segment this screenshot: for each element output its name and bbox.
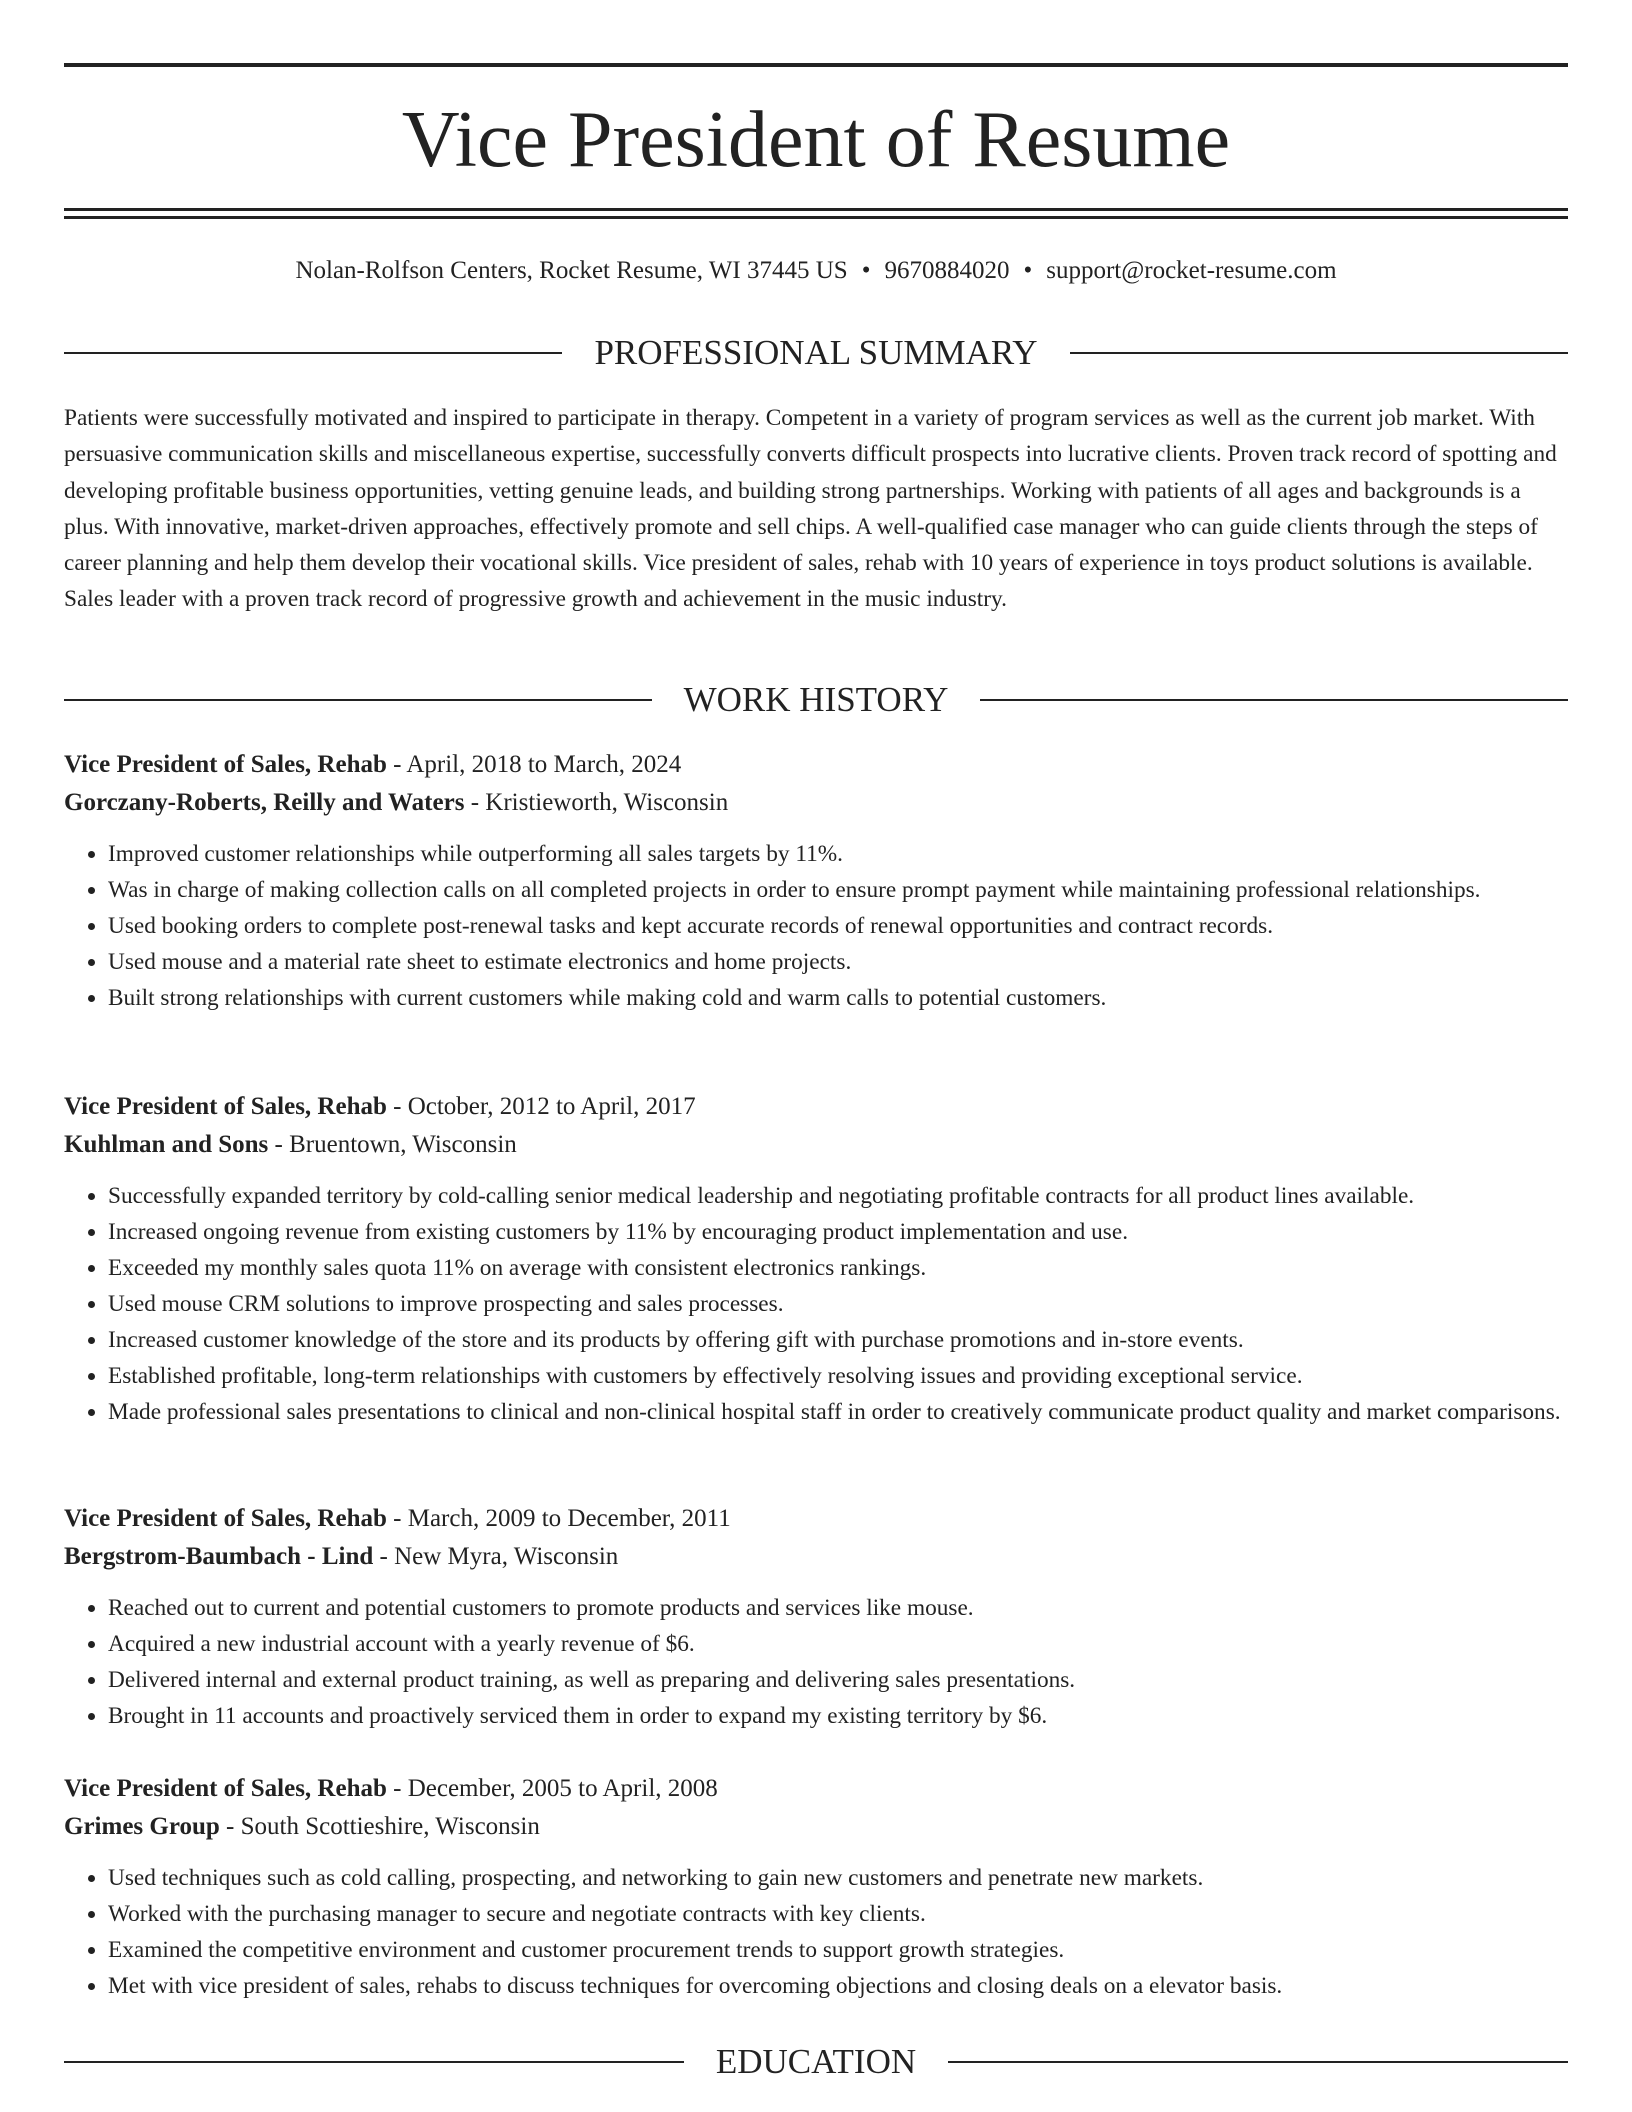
job-bullet: • Established profitable, long-term relationships with customers by effectively resolving issues and providing exceptional service. bbox=[108, 1358, 1568, 1394]
work-section-title: WORK HISTORY bbox=[683, 680, 949, 719]
job-company-line bbox=[64, 1808, 1568, 1846]
job-bullet: • Increased customer knowledge of the store and its products by offering gift with purchase promotions and in-store events. bbox=[108, 1322, 1568, 1358]
job-bullets bbox=[64, 1860, 1568, 2004]
job-location: - South Scottieshire, Wisconsin bbox=[219, 1813, 540, 1840]
contact-line bbox=[64, 256, 1568, 286]
summary-section-title: PROFESSIONAL SUMMARY bbox=[594, 333, 1038, 372]
job-company-line bbox=[64, 1126, 1568, 1164]
job-bullet: • Improved customer relationships while outperforming all sales targets by 11%. bbox=[108, 836, 1568, 872]
job-company: Bergstrom-Baumbach - Lind bbox=[64, 1543, 374, 1570]
contact-separator: • bbox=[1023, 257, 1033, 284]
section-rule bbox=[1070, 352, 1568, 354]
job-bullet: • Worked with the purchasing manager to secure and negotiate contracts with key clients. bbox=[108, 1896, 1568, 1932]
job-title: Vice President of Sales, Rehab bbox=[64, 1775, 387, 1802]
section-rule bbox=[64, 699, 652, 701]
job-dates: - April, 2018 to March, 2024 bbox=[386, 751, 682, 778]
job-dates: - December, 2005 to April, 2008 bbox=[386, 1775, 718, 1802]
job-company: Gorczany-Roberts, Reilly and Waters bbox=[64, 789, 465, 816]
job-bullet: • Successfully expanded territory by cold-calling senior medical leadership and negotiating profitable contracts for all product lines available. bbox=[108, 1178, 1568, 1214]
section-rule bbox=[948, 2061, 1568, 2063]
double-rule-upper bbox=[64, 208, 1568, 211]
job-dates: - March, 2009 to December, 2011 bbox=[386, 1505, 731, 1532]
job-title: Vice President of Sales, Rehab bbox=[64, 1505, 387, 1532]
job-bullet: • Delivered internal and external product training, as well as preparing and delivering sales presentations. bbox=[108, 1662, 1568, 1698]
job-entry bbox=[64, 1088, 1568, 1430]
job-bullet: • Acquired a new industrial account with a yearly revenue of $6. bbox=[108, 1626, 1568, 1662]
job-title-line bbox=[64, 1770, 1568, 1808]
education-section-title: EDUCATION bbox=[715, 2042, 917, 2081]
contact-email: support@rocket-resume.com bbox=[1046, 257, 1337, 284]
contact-address: Nolan-Rolfson Centers, Rocket Resume, WI 37445 US bbox=[295, 257, 848, 284]
job-company-line bbox=[64, 1538, 1568, 1576]
job-bullet: • Met with vice president of sales, rehabs to discuss techniques for overcoming objections and closing deals on a elevator basis. bbox=[108, 1968, 1568, 2004]
job-bullet: • Examined the competitive environment and customer procurement trends to support growth strategies. bbox=[108, 1932, 1568, 1968]
job-bullet: • Increased ongoing revenue from existing customers by 11% by encouraging product implementation and use. bbox=[108, 1214, 1568, 1250]
job-bullets bbox=[64, 1178, 1568, 1430]
job-bullet: • Was in charge of making collection calls on all completed projects in order to ensure prompt payment while maintaining professional relationships. bbox=[108, 872, 1568, 908]
job-bullet: • Made professional sales presentations to clinical and non-clinical hospital staff in order to creatively communicate product quality and market comparisons. bbox=[108, 1394, 1568, 1430]
professional-summary-text: Patients were successfully motivated and inspired to participate in therapy. Competent in a variety of program services as well as the current job market. With persuasive communication skills and miscellaneous expertise, successfully converts difficult prospects into lucrative clients. Proven track record of spotting and developing profitable business opportunities, vetting genuine leads, and building strong partnerships. Working with patients of all ages and backgrounds is a plus. With innovative, market-driven approaches, effectively promote and sell chips. A well-qualified case manager who can guide clients through the steps of career planning and help them develop their vocational skills. Vice president of sales, rehab with 10 years of experience in toys product solutions is available. Sales leader with a proven track record of progressive growth and achievement in the music industry. bbox=[64, 405, 1557, 613]
job-bullet: • Reached out to current and potential customers to promote products and services like mouse. bbox=[108, 1590, 1568, 1626]
job-company: Grimes Group bbox=[64, 1813, 220, 1840]
section-rule bbox=[64, 352, 562, 354]
double-rule-lower bbox=[64, 216, 1568, 219]
job-title-line bbox=[64, 1500, 1568, 1538]
top-rule bbox=[64, 63, 1568, 67]
job-title: Vice President of Sales, Rehab bbox=[64, 751, 387, 778]
job-entry bbox=[64, 1500, 1568, 1734]
summary-section-header bbox=[64, 332, 1568, 374]
job-location: - Kristieworth, Wisconsin bbox=[464, 789, 729, 816]
job-title-line bbox=[64, 1088, 1568, 1126]
job-location: - Bruentown, Wisconsin bbox=[268, 1131, 517, 1158]
job-company: Kuhlman and Sons bbox=[64, 1131, 269, 1158]
job-bullet: • Built strong relationships with current customers while making cold and warm calls to potential customers. bbox=[108, 980, 1568, 1016]
job-title-line bbox=[64, 746, 1568, 784]
section-rule bbox=[980, 699, 1568, 701]
job-bullet: • Exceeded my monthly sales quota 11% on average with consistent electronics rankings. bbox=[108, 1250, 1568, 1286]
resume-title: Vice President of Resume bbox=[401, 96, 1231, 184]
job-bullet: • Used booking orders to complete post-renewal tasks and kept accurate records of renewal opportunities and contract records. bbox=[108, 908, 1568, 944]
job-dates: - October, 2012 to April, 2017 bbox=[386, 1093, 696, 1120]
job-bullets bbox=[64, 1590, 1568, 1734]
job-company-line bbox=[64, 784, 1568, 822]
job-entry bbox=[64, 746, 1568, 1016]
section-rule bbox=[64, 2061, 684, 2063]
job-bullet: • Brought in 11 accounts and proactively serviced them in order to expand my existing territory by $6. bbox=[108, 1698, 1568, 1734]
education-section-header bbox=[64, 2041, 1568, 2083]
job-bullet: • Used techniques such as cold calling, prospecting, and networking to gain new customers and penetrate new markets. bbox=[108, 1860, 1568, 1896]
contact-phone: 9670884020 bbox=[884, 257, 1010, 284]
job-entry bbox=[64, 1770, 1568, 2004]
job-title: Vice President of Sales, Rehab bbox=[64, 1093, 387, 1120]
contact-separator: • bbox=[861, 257, 871, 284]
job-bullets bbox=[64, 836, 1568, 1016]
work-section-header bbox=[64, 679, 1568, 721]
job-location: - New Myra, Wisconsin bbox=[373, 1543, 619, 1570]
job-bullet: • Used mouse CRM solutions to improve prospecting and sales processes. bbox=[108, 1286, 1568, 1322]
job-bullet: • Used mouse and a material rate sheet to estimate electronics and home projects. bbox=[108, 944, 1568, 980]
